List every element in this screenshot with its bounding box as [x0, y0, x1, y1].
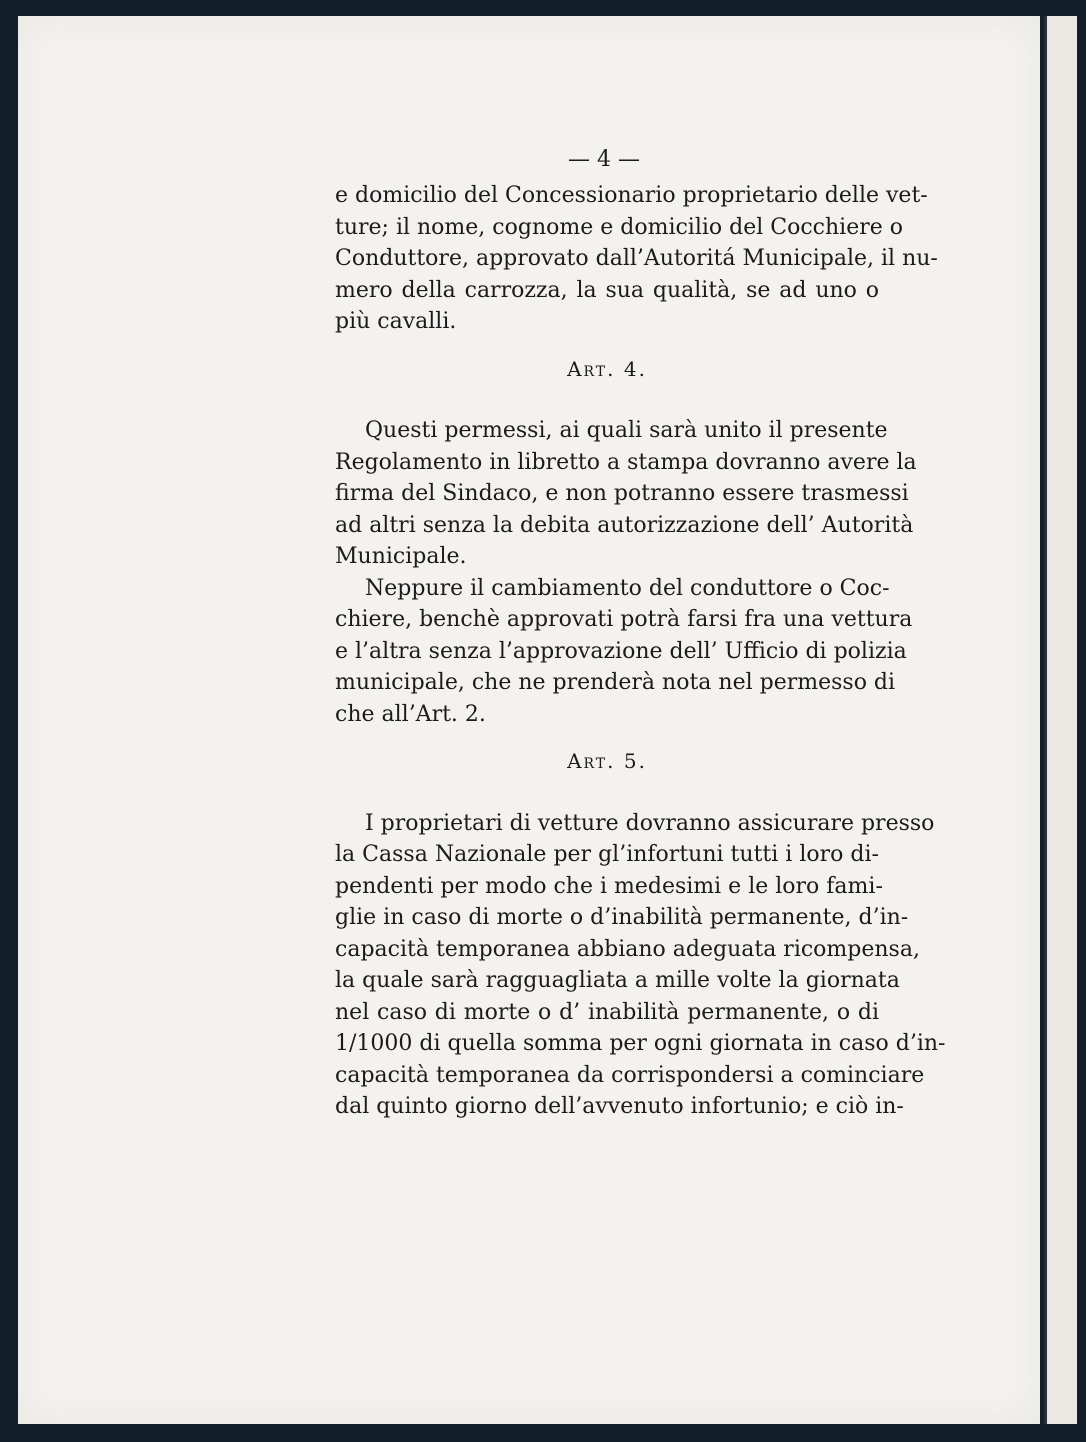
text-line: ad altri senza la debita autorizzazione dell’ Autorità — [335, 512, 914, 538]
text-line: pendenti per modo che i medesimi e le loro fami- — [335, 873, 883, 899]
article-heading-5: Art. 5. — [567, 749, 647, 773]
next-page-edge — [1044, 16, 1077, 1424]
paragraph-1 — [335, 180, 938, 338]
text-line: I proprietari di vetture dovranno assicurare presso — [365, 810, 935, 836]
paragraph-3 — [335, 573, 913, 731]
text-line: municipale, che ne prenderà nota nel permesso di — [335, 670, 896, 695]
text-line: capacità temporanea abbiano adeguata ricompensa, — [335, 936, 920, 962]
text-line: 1/1000 di quella somma per ogni giornata in caso d’in- — [335, 1031, 946, 1056]
text-line: chiere, benchè approvati potrà farsi fra una vettura — [335, 607, 913, 632]
paragraph-2 — [335, 415, 917, 573]
text-line: firma del Sindaco, e non potranno essere trasmessi — [335, 481, 909, 506]
text-line: Regolamento in libretto a stampa dovranno avere la — [335, 449, 917, 475]
text-line: glie in caso di morte o d’inabilità permanente, d’in- — [335, 905, 909, 930]
text-line: capacità temporanea da corrispondersi a cominciare — [335, 1062, 925, 1088]
text-column — [335, 140, 946, 1123]
text-line: la quale sarà ragguagliata a mille volte la giornata — [335, 968, 900, 993]
article-heading-4: Art. 4. — [567, 356, 647, 381]
paragraph-4 — [335, 808, 946, 1123]
text-line: e domicilio del Concessionario proprietario delle vet- — [335, 183, 928, 208]
text-line: che all’Art. 2. — [335, 701, 486, 727]
text-line: Questi permessi, ai quali sarà unito il presente — [365, 418, 888, 443]
text-line: Conduttore, approvato dall’Autoritá Municipale, il nu- — [335, 246, 938, 271]
page-number: — 4 — — [568, 147, 640, 172]
text-line: Municipale. — [335, 544, 467, 569]
text-line: più cavalli. — [335, 309, 457, 334]
text-line: ture; il nome, cognome e domicilio del Cocchiere o — [335, 214, 903, 240]
text-line: dal quinto giorno dell’avvenuto infortunio; e ciò in- — [335, 1094, 904, 1119]
text-line: mero della carrozza, la sua qualità, se ad uno o — [335, 277, 879, 303]
text-line: e l’altra senza l’approvazione dell’ Ufficio di polizia — [335, 638, 907, 664]
text-line: Neppure il cambiamento del conduttore o Coc- — [365, 575, 890, 601]
text-line: la Cassa Nazionale per gl’infortuni tutti i loro di- — [335, 842, 879, 867]
text-line: nel caso di morte o d’ inabilità permanente, o di — [335, 999, 879, 1025]
